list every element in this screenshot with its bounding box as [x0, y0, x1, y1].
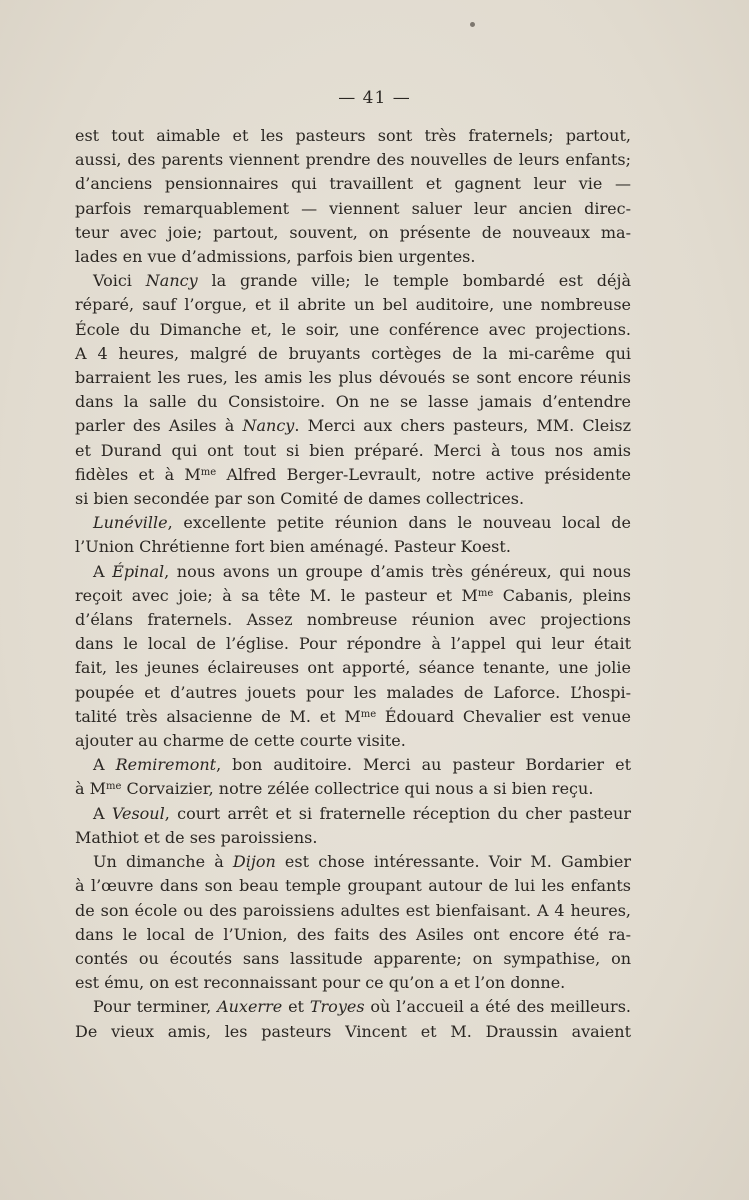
- text-line: contés ou écoutés sans lassitude apparente; on sympathise, on: [75, 948, 631, 968]
- text-line: Pour terminer, Auxerre et Troyes où l’accueil a été des meilleurs.: [93, 997, 631, 1017]
- text-line: aussi, des parents viennent prendre des nouvelles de leurs enfants;: [75, 150, 631, 170]
- body-text: [75, 124, 631, 1044]
- text-line: à l’œuvre dans son beau temple groupant autour de lui les enfants: [75, 876, 631, 896]
- text-line: lades en vue d’admissions, parfois bien urgentes.: [75, 247, 476, 267]
- text-line: Un dimanche à Dijon est chose intéressante. Voir M. Gambier: [93, 852, 632, 872]
- text-line: à $M^{me}$ Corvaizier, notre zélée collectrice qui nous a si bien reçu.: [75, 779, 594, 799]
- text-line: Lunéville, excellente petite réunion dans le nouveau local de: [93, 513, 631, 533]
- text-line: poupée et d’autres jouets pour les malades de Laforce. L’hospi-: [75, 682, 631, 702]
- text-line: A Épinal, nous avons un groupe d’amis très généreux, qui nous: [93, 561, 632, 581]
- text-line: parler des Asiles à Nancy. Merci aux chers pasteurs, MM. Cleisz: [75, 416, 631, 436]
- text-line: ajouter au charme de cette courte visite.: [75, 731, 406, 751]
- ink-speck: [470, 22, 475, 27]
- text-line: A Vesoul, court arrêt et si fraternelle réception du cher pasteur: [93, 803, 632, 823]
- text-line: de son école ou des paroissiens adultes est bienfaisant. A 4 heures,: [75, 900, 631, 920]
- text-line: teur avec joie; partout, souvent, on présente de nouveaux ma-: [75, 222, 631, 242]
- page-number: — 41 —: [338, 88, 411, 108]
- text-line: d’élans fraternels. Assez nombreuse réunion avec projections: [75, 610, 631, 630]
- text-line: dans le local de l’église. Pour répondre à l’appel qui leur était: [75, 634, 631, 654]
- text-line: réparé, sauf l’orgue, et il abrite un bel auditoire, une nombreuse: [75, 295, 631, 315]
- text-line: est tout aimable et les pasteurs sont très fraternels; partout,: [75, 126, 631, 145]
- text-line: Mathiot et de ses paroissiens.: [75, 827, 318, 847]
- text-line: dans le local de l’Union, des faits des Asiles ont encore été ra-: [75, 924, 631, 944]
- text-line: barraient les rues, les amis les plus dévoués se sont encore réunis: [75, 368, 631, 388]
- text-line: est ému, on est reconnaissant pour ce qu’on a et l’on donne.: [75, 973, 566, 993]
- text-line: A Remiremont, bon auditoire. Merci au pasteur Bordarier et: [93, 755, 631, 775]
- text-line: dans la salle du Consistoire. On ne se lasse jamais d’entendre: [75, 392, 631, 412]
- text-line: reçoit avec joie; à sa tête M. le pasteur et $M^{me}$ Cabanis, pleins: [75, 585, 631, 605]
- text-line: École du Dimanche et, le soir, une conférence avec projections.: [75, 319, 631, 339]
- text-line: et Durand qui ont tout si bien préparé. Merci à tous nos amis: [75, 440, 631, 460]
- text-line: si bien secondée par son Comité de dames collectrices.: [75, 489, 525, 509]
- text-line: A 4 heures, malgré de bruyants cortèges de la mi-carême qui: [75, 343, 631, 363]
- text-line: l’Union Chrétienne fort bien aménagé. Pasteur Koest.: [75, 537, 511, 557]
- text-line: Voici Nancy la grande ville; le temple bombardé est déjà: [93, 271, 632, 291]
- text-line: fidèles et à $M^{me}$ Alfred Berger-Levrault, notre active présidente: [75, 464, 632, 484]
- text-line: talité très alsacienne de M. et $M^{me}$ Édouard Chevalier est venue: [75, 706, 631, 726]
- text-line: fait, les jeunes éclaireuses ont apporté, séance tenante, une jolie: [75, 658, 631, 678]
- text-line: d’anciens pensionnaires qui travaillent et gagnent leur vie —: [75, 174, 631, 194]
- text-line: parfois remarquablement — viennent saluer leur ancien direc-: [75, 198, 631, 218]
- text-line: De vieux amis, les pasteurs Vincent et M. Draussin avaient: [75, 1021, 631, 1041]
